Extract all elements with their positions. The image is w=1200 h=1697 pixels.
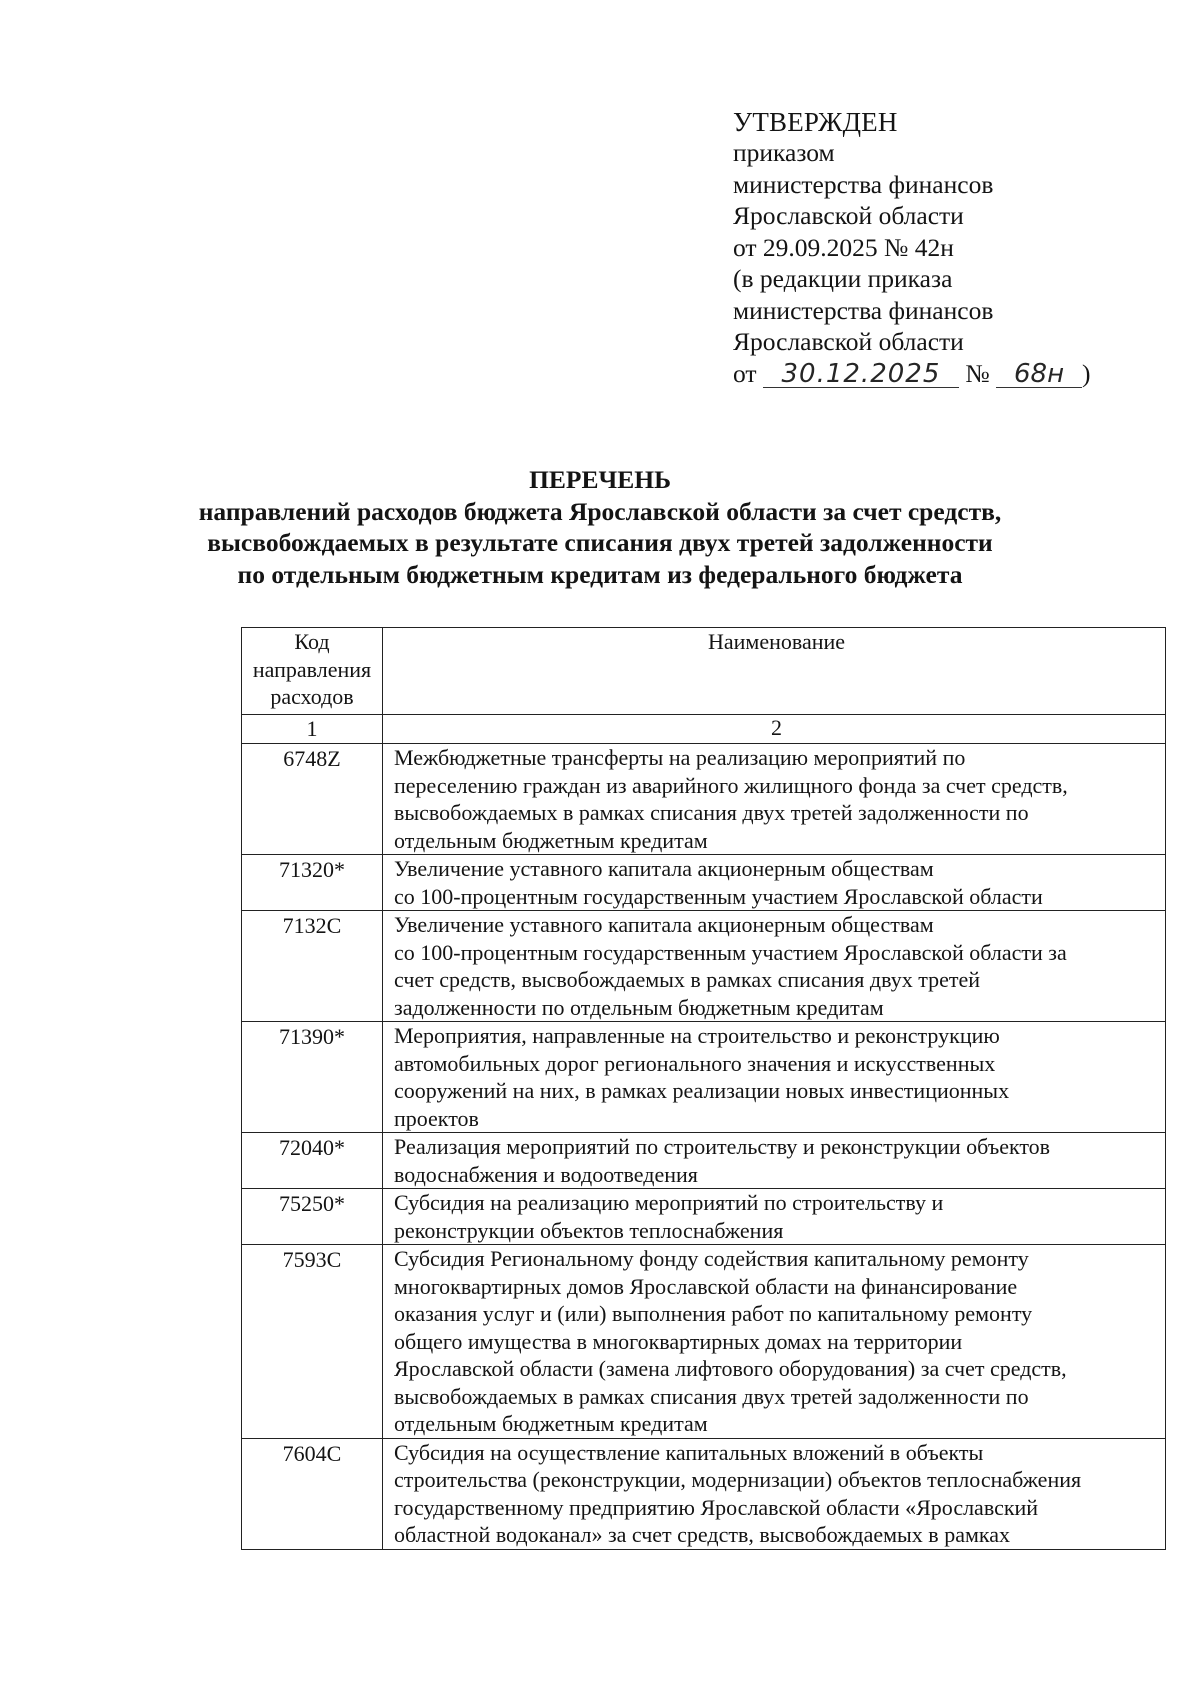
expense-name-line: строительства (реконструкции, модернизации) объектов теплоснабжения (394, 1467, 1082, 1492)
expense-name-line: задолженности по отдельным бюджетным кредитам (394, 994, 884, 1020)
closing-paren: ) (1082, 358, 1091, 388)
expense-name-line: областной водоканал» за счет средств, высвобождаемых в рамках (394, 1522, 1010, 1547)
header-code (242, 628, 383, 715)
expense-name-line: высвобождаемых в рамках списания двух третей задолженности по (394, 1383, 1029, 1409)
expense-name-line: Межбюджетные трансферты на реализацию мероприятий по (394, 745, 966, 770)
expense-code: 7604С (242, 1438, 383, 1549)
expense-name-line: государственному предприятию Ярославской области «Ярославский (394, 1494, 1039, 1520)
expense-name-line: Мероприятия, направленные на строительство и реконструкцию (394, 1023, 1000, 1048)
expense-name-line: со 100-процентным государственным участием Ярославской области (394, 883, 1043, 909)
table-header-row (242, 628, 1166, 715)
expense-name-line: Увеличение уставного капитала акционерным обществам (394, 912, 934, 937)
expense-name-line: счет средств, высвобождаемых в рамках списания двух третей (394, 967, 981, 992)
header-code-line: направления (252, 656, 372, 682)
title-main: ПЕРЕЧЕНЬ (529, 465, 671, 494)
approval-line: от 29.09.2025 № 42н (733, 232, 954, 262)
table-row (242, 1245, 1166, 1439)
expense-name (383, 1133, 1166, 1189)
approval-line: Ярославской области (733, 201, 964, 230)
expense-code: 71390* (242, 1022, 383, 1133)
approval-line: Ярославской области (733, 327, 964, 356)
expense-directions-table (241, 627, 1166, 1550)
expense-name (383, 1022, 1166, 1133)
expense-code: 71320* (242, 855, 383, 911)
column-number-row (242, 715, 1166, 744)
expense-name-line: Реализация мероприятий по строительству и реконструкции объектов (394, 1134, 1051, 1159)
table-row (242, 1189, 1166, 1245)
amendment-date-line (733, 358, 1173, 390)
expense-name-line: оказания услуг и (или) выполнения работ по капитальному ремонту (394, 1301, 1033, 1326)
expense-name-line: водоснабжения и водоотведения (394, 1161, 698, 1187)
table-row (242, 1022, 1166, 1133)
expense-name-line: отдельным бюджетным кредитам (394, 1411, 708, 1436)
header-code-line: Код (294, 629, 330, 654)
expense-name-line: Субсидия на реализацию мероприятий по строительству и (394, 1190, 944, 1215)
expense-name-line: сооружений на них, в рамках реализации новых инвестиционных (394, 1078, 1010, 1103)
approval-stamp (733, 106, 1173, 389)
approval-line: (в редакции приказа (733, 264, 953, 293)
expense-name (383, 1438, 1166, 1549)
expense-name (383, 1245, 1166, 1439)
expense-code: 6748Z (242, 744, 383, 855)
table-row (242, 855, 1166, 911)
table-row (242, 1133, 1166, 1189)
approval-line: приказом (733, 138, 835, 167)
expense-name (383, 1189, 1166, 1245)
table-row (242, 744, 1166, 855)
handwritten-number: 68н (996, 361, 1082, 388)
expense-name-line: высвобождаемых в рамках списания двух третей задолженности по (394, 800, 1029, 825)
expense-name-line: Субсидия на осуществление капитальных вложений в объекты (394, 1439, 984, 1465)
expense-name-line: автомобильных дорог регионального значения и искусственных (394, 1050, 996, 1076)
expense-name-line: многоквартирных домов Ярославской области на финансирование (394, 1273, 1018, 1299)
document-title (140, 464, 1060, 590)
expense-name (383, 855, 1166, 911)
table-row (242, 1438, 1166, 1549)
table-row (242, 911, 1166, 1022)
expense-name-line: со 100-процентным государственным участием Ярославской области за (394, 939, 1067, 965)
title-line: направлений расходов бюджета Ярославской области за счет средств, (198, 496, 1002, 526)
handwritten-date: 30.12.2025 (763, 361, 959, 388)
expense-name-line: Увеличение уставного капитала акционерным обществам (394, 856, 934, 881)
header-name: Наименование (383, 628, 1166, 715)
column-number: 2 (383, 715, 1166, 744)
column-number: 1 (242, 715, 383, 744)
expense-name-line: общего имущества в многоквартирных домах на территории (394, 1328, 963, 1354)
expense-name (383, 744, 1166, 855)
expense-name-line: реконструкции объектов теплоснабжения (394, 1217, 784, 1243)
table-body (242, 744, 1166, 1550)
approval-line: министерства финансов (733, 295, 994, 325)
expense-name-line: Ярославской области (замена лифтового оборудования) за счет средств, (394, 1356, 1067, 1381)
title-line: высвобождаемых в результате списания двух третей задолженности (207, 528, 993, 557)
expense-name-line: Субсидия Региональному фонду содействия капитальному ремонту (394, 1246, 1029, 1271)
expense-name-line: проектов (394, 1105, 479, 1131)
expense-code: 75250* (242, 1189, 383, 1245)
expense-name-line: переселению граждан из аварийного жилищного фонда за счет средств, (394, 772, 1068, 798)
approval-line: министерства финансов (733, 169, 994, 199)
title-line: по отдельным бюджетным кредитам из федерального бюджета (237, 559, 963, 589)
expense-code: 7132С (242, 911, 383, 1022)
number-sign: № (965, 358, 990, 388)
expense-name-line: отдельным бюджетным кредитам (394, 827, 708, 853)
expense-code: 72040* (242, 1133, 383, 1189)
date-prefix: от (733, 358, 757, 388)
expense-name (383, 911, 1166, 1022)
expense-code: 7593С (242, 1245, 383, 1439)
header-code-line: расходов (270, 684, 354, 709)
approval-heading: УТВЕРЖДЕН (733, 107, 898, 137)
